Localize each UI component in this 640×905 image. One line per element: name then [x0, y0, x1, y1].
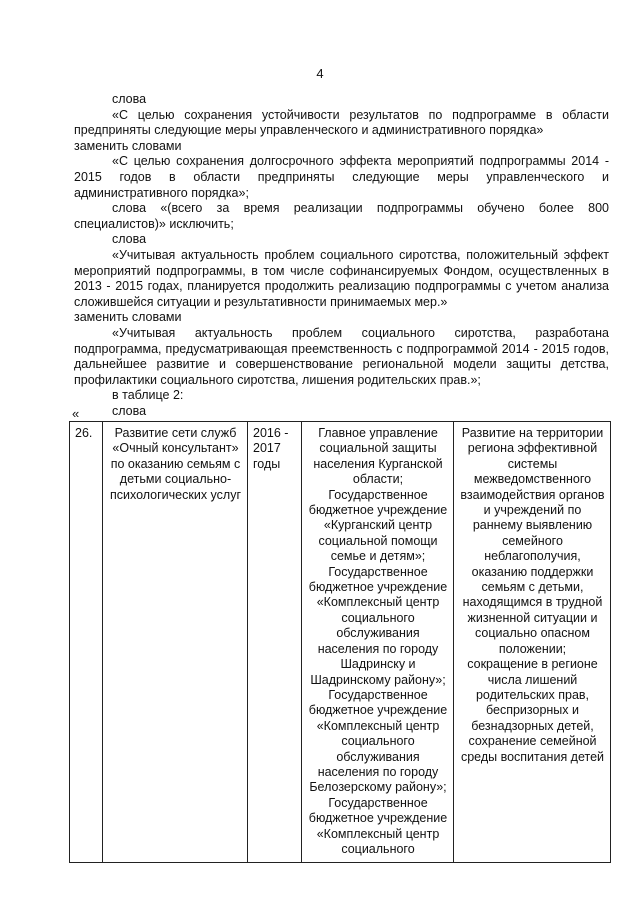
- cell-period: 2016 - 2017 годы: [248, 422, 302, 863]
- paragraph: слова: [112, 403, 147, 418]
- paragraph: «С целью сохранения устойчивости результатов по подпрограмме в области предприняты следующие меры управленческого и административного порядка»: [74, 107, 609, 138]
- paragraph: заменить словами: [74, 138, 182, 153]
- cell-executors: Главное управление социальной защиты населения Курганской области; Государственное бюджетное учреждение «Курганский центр социальной помощи семье и детям»; Государственное бюджетное учреждение «Комплексный центр социального обслуживания населения по городу Шадринску и Шадринскому району»; Государственное бюджетное учреждение «Комплексный центр социального обслуживания населения по городу Белозерскому району»; Государственное бюджетное учреждение «Комплексный центр социального: [302, 422, 454, 863]
- paragraph: «Учитывая актуальность проблем социального сиротства, разработана подпрограмма, предусматривающая преемственность с подпрограммой 2014 - 2015 годов, дальнейшее развитие и совершенствование региональной модели защиты детства, профилактики социального сиротства, лишения родительских прав.»;: [74, 325, 609, 387]
- amendment-text: [74, 92, 609, 419]
- table-row: [70, 422, 611, 863]
- paragraph: слова «(всего за время реализации подпрограммы обучено более 800 специалистов)» исключить;: [74, 201, 609, 231]
- cell-measure-name: Развитие сети служб «Очный консультант» по оказанию семьям с детьми социально-психологических услуг: [103, 422, 248, 863]
- measures-table: [69, 421, 611, 863]
- paragraph: «Учитывая актуальность проблем социального сиротства, положительный эффект мероприятий подпрограммы, в том числе софинансируемых Фондом, осуществленных в 2013 - 2015 годах, планируется продолжить реализацию подпрограммы с учетом анализа сложившейся ситуации и результативности принимаемых мер.»: [74, 247, 609, 309]
- cell-result: Развитие на территории региона эффективной системы межведомственного взаимодействия органов и учреждений по раннему выявлению семейного неблагополучия, оказанию поддержки семьям с детьми, находящимся в трудной жизненной ситуации и социально опасном положении; сокращение в регионе числа лишений родительских прав, беспризорных и безнадзорных детей, сохранение семейной среды воспитания детей: [454, 422, 611, 863]
- paragraph: в таблице 2:: [112, 388, 184, 403]
- cell-number: 26.: [70, 422, 103, 863]
- paragraph: заменить словами: [74, 310, 182, 325]
- opening-quote: «: [72, 406, 80, 421]
- paragraph: «С целью сохранения долгосрочного эффекта мероприятий подпрограммы 2014 - 2015 годов в области предприняты следующие меры управленческого и административного порядка»;: [74, 154, 609, 200]
- paragraph: слова: [112, 232, 147, 247]
- page-number: 4: [316, 66, 324, 81]
- paragraph: слова: [112, 92, 147, 106]
